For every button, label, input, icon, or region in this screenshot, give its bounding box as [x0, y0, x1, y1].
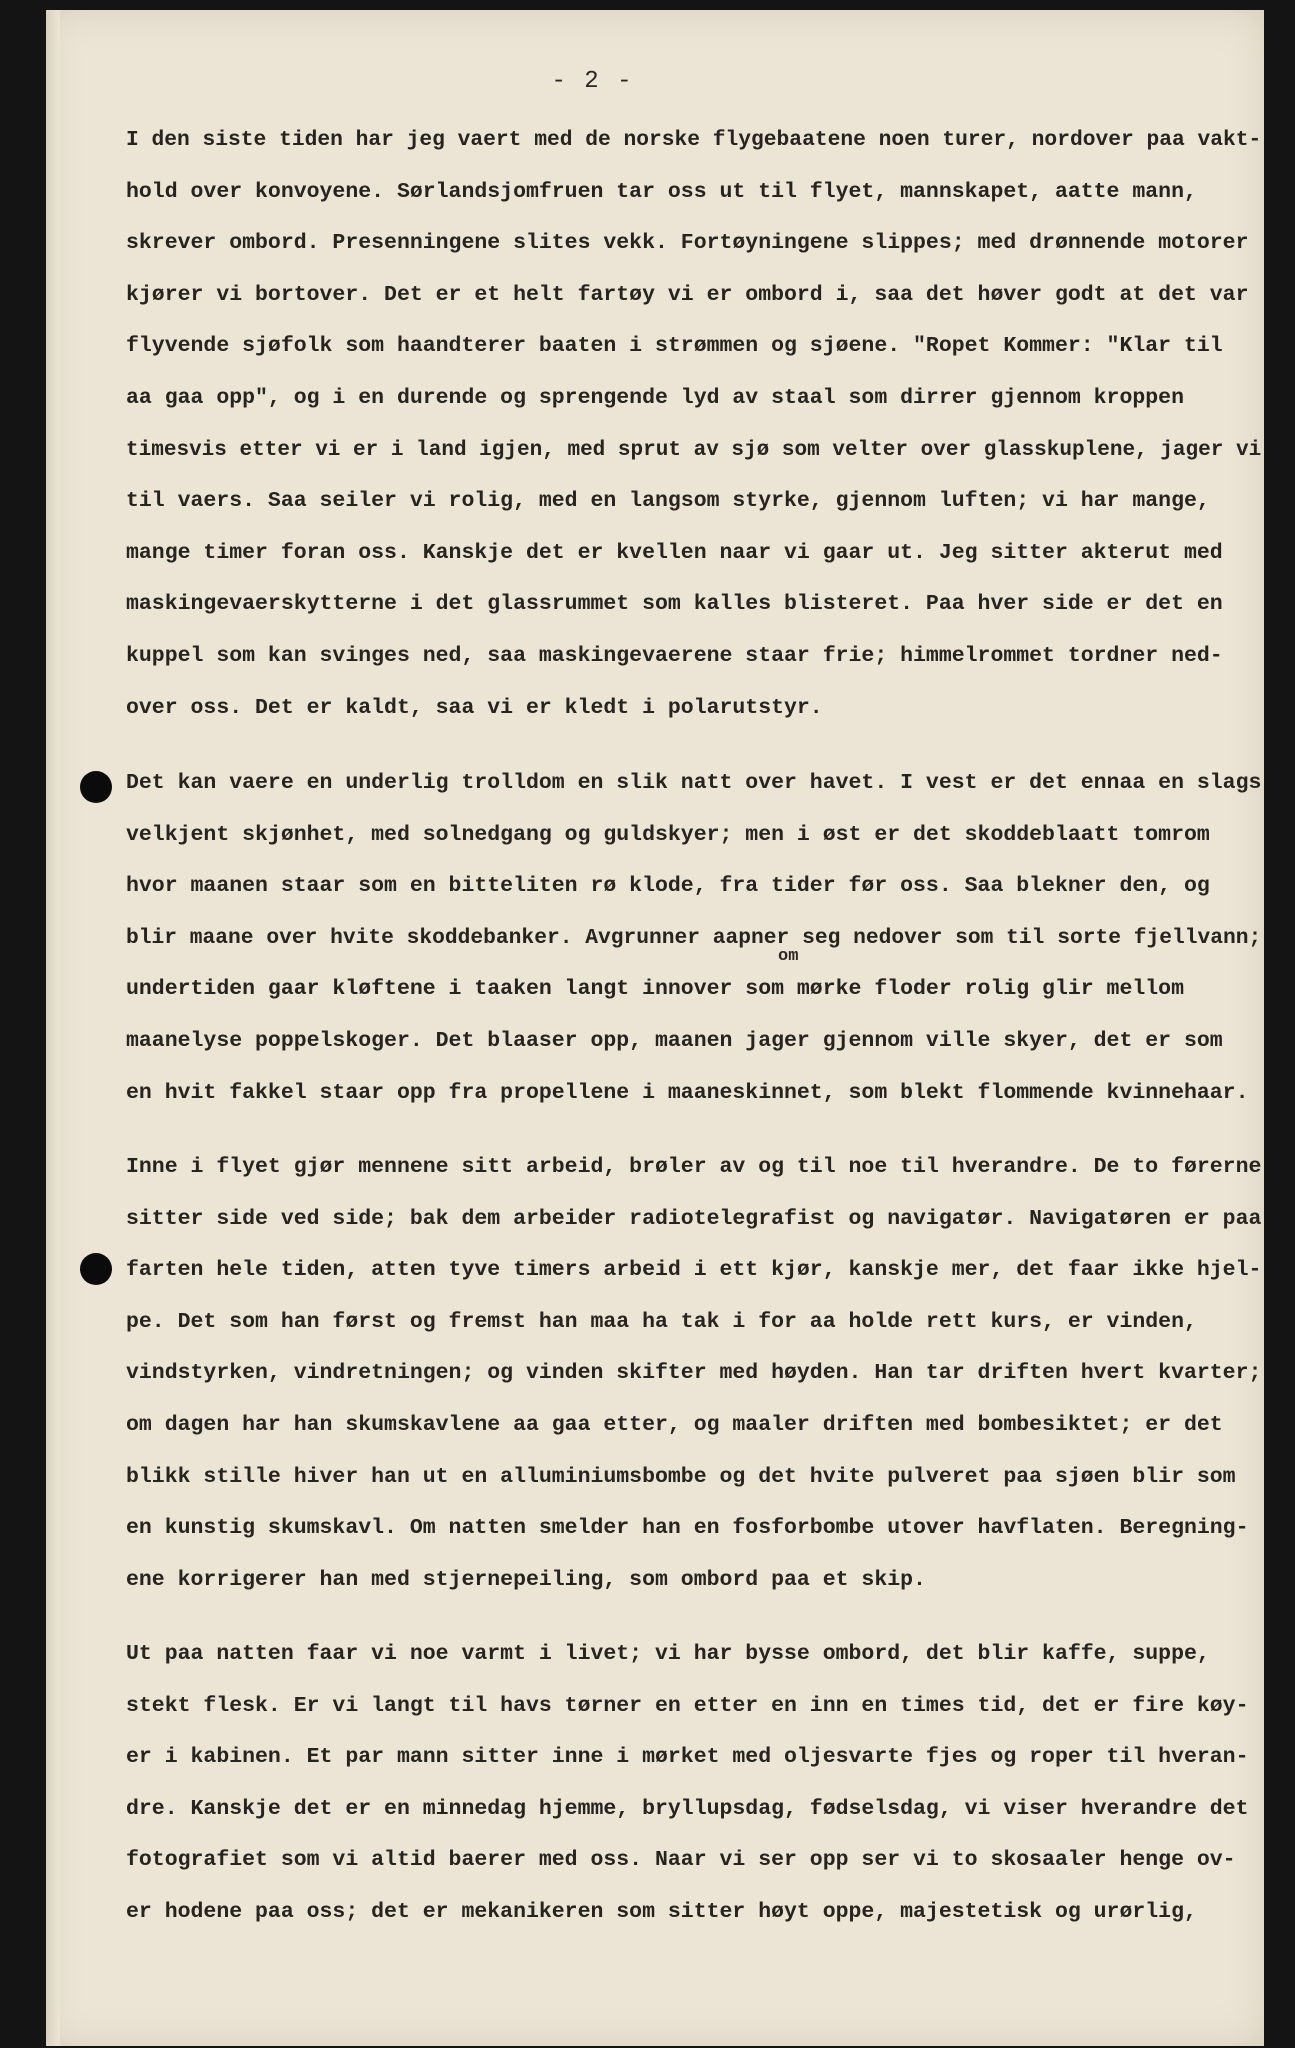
- paragraph-1: [126, 115, 1261, 734]
- text-line: dre. Kanskje det er en minnedag hjemme, bryllupsdag, fødselsdag, vi viser hverandre det: [126, 1796, 1249, 1821]
- punch-hole-bottom: [80, 1253, 112, 1285]
- text-line: mange timer foran oss. Kanskje det er kvellen naar vi gaar ut. Jeg sitter akterut med: [126, 540, 1223, 565]
- punch-hole-top: [80, 771, 112, 803]
- text-line: undertiden gaar kløftene i taaken langt innover som mørke floder rolig glir mellom: [126, 977, 1184, 1002]
- text-line: en hvit fakkel staar opp fra propellene i maaneskinnet, som blekt flommende kvinnehaar.: [126, 1080, 1249, 1105]
- text-line: Ut paa natten faar vi noe varmt i livet; vi har bysse ombord, det blir kaffe, suppe,: [126, 1642, 1210, 1666]
- text-line: kuppel som kan svinges ned, saa maskingevaerene staar frie; himmelrommet tordner ned-: [126, 643, 1223, 668]
- text-line: sitter side ved side; bak dem arbeider radiotelegrafist og navigatør. Navigatøren er paa: [126, 1206, 1262, 1231]
- text-line: vindstyrken, vindretningen; og vinden skifter med høyden. Han tar driften hvert kvarter;: [126, 1361, 1262, 1386]
- text-line: er i kabinen. Et par mann sitter inne i mørket med oljesvarte fjes og roper til hveran-: [126, 1745, 1249, 1770]
- handwritten-insertion: om: [778, 947, 799, 966]
- text-line: velkjent skjønhet, med solnedgang og guldskyer; men i øst er det skoddeblaatt tomrom: [126, 822, 1210, 847]
- paragraph-3: [126, 1142, 1261, 1606]
- text-line: Det kan vaere en underlig trolldom en slik natt over havet. I vest er det ennaa en slags: [126, 771, 1262, 795]
- text-line: blikk stille hiver han ut en alluminiumsbombe og det hvite pulveret paa sjøen blir som: [126, 1464, 1236, 1489]
- text-line: Inne i flyet gjør mennene sitt arbeid, brøler av og til noe til hverandre. De to førerne: [126, 1155, 1262, 1179]
- text-line: maanelyse poppelskoger. Det blaaser opp, maanen jager gjennom ville skyer, det er som: [126, 1028, 1223, 1053]
- text-line: over oss. Det er kaldt, saa vi er kledt i polarutstyr.: [126, 695, 823, 720]
- paragraph-2: [126, 758, 1261, 1119]
- text-line: kjører vi bortover. Det er et helt fartøy vi er ombord i, saa det høver godt at det var: [126, 282, 1249, 307]
- paragraph-4: [126, 1629, 1261, 1939]
- text-line: maskingevaerskytterne i det glassrummet som kalles blisteret. Paa hver side er det en: [126, 592, 1223, 617]
- text-line: til vaers. Saa seiler vi rolig, med en langsom styrke, gjennom luften; vi har mange,: [126, 489, 1210, 514]
- text-line: skrever ombord. Presenningene slites vekk. Fortøyningene slippes; med drønnende motorer: [126, 231, 1249, 256]
- text-line: en kunstig skumskavl. Om natten smelder han en fosforbombe utover havflaten. Beregning-: [126, 1516, 1249, 1541]
- text-line: flyvende sjøfolk som haandterer baaten i strømmen og sjøene. "Ropet Kommer: "Klar til: [126, 334, 1223, 359]
- text-line: fotografiet som vi altid baerer med oss. Naar vi ser opp ser vi to skosaaler henge ov-: [126, 1848, 1236, 1873]
- page-fold-shadow: [46, 10, 60, 2046]
- text-line: timesvis etter vi er i land igjen, med sprut av sjø som velter over glasskuplene, jager vi: [126, 437, 1262, 462]
- text-line: pe. Det som han først og fremst han maa ha tak i for aa holde rett kurs, er vinden,: [126, 1309, 1197, 1334]
- text-line: blir maane over hvite skoddebanker. Avgrunner aapner seg nedover som til sorte fjellvann;: [126, 925, 1262, 950]
- text-line: om dagen har han skumskavlene aa gaa etter, og maaler driften med bombesiktet; er det: [126, 1412, 1223, 1437]
- text-line: aa gaa opp", og i en durende og sprengende lyd av staal som dirrer gjennom kroppen: [126, 385, 1184, 410]
- text-line: ene korrigerer han med stjernepeiling, som ombord paa et skip.: [126, 1567, 926, 1592]
- page-number: - 2 -: [551, 68, 634, 95]
- text-line: hvor maanen staar som en bitteliten rø klode, fra tider før oss. Saa blekner den, og: [126, 874, 1210, 899]
- text-line: farten hele tiden, atten tyve timers arbeid i ett kjør, kanskje mer, det faar ikke hjel-: [126, 1258, 1262, 1283]
- text-line: I den siste tiden har jeg vaert med de norske flygebaatene noen turer, nordover paa vakt-: [126, 128, 1262, 152]
- text-line: stekt flesk. Er vi langt til havs tørner en etter en inn en times tid, det er fire køy-: [126, 1693, 1249, 1718]
- text-line: er hodene paa oss; det er mekanikeren som sitter høyt oppe, majestetisk og urørlig,: [126, 1899, 1197, 1924]
- text-line: hold over konvoyene. Sørlandsjomfruen tar oss ut til flyet, mannskapet, aatte mann,: [126, 179, 1197, 204]
